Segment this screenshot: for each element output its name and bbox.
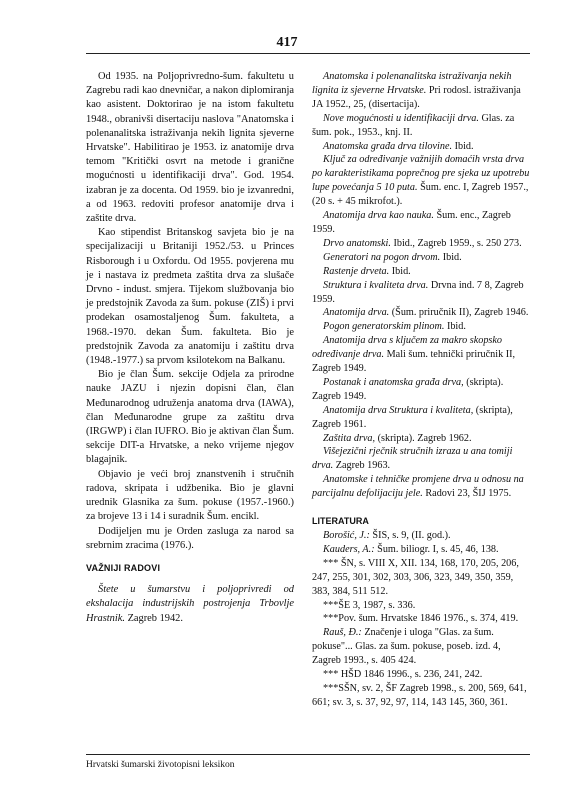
work-details: Glas. za šum. pok., 1953., knj. II. [312,112,515,138]
work-details: Pri rodosl. istraživanja JA 1952., 25, (disertacija). [312,84,521,110]
work-entry [312,473,532,501]
work-entry [312,70,532,112]
work-details: Šum. enc. I, Zagreb 1957., (20 s. + 45 mikrofot.). [312,182,529,208]
work-title: Višejezični rječnik stručnih izraza u ana tomiji drva. [312,446,513,472]
biography-paragraph: Dodijeljen mu je Orden zasluga za narod sa srebrnim zracima (1976.). [86,525,294,551]
work-title: Anatomske i tehničke promjene drva u odnosu na parcijalnu defolijaciju jele. [312,474,524,500]
page-number: 417 [276,35,298,50]
work-title: Ključ za određivanje važnijih domaćih vrsta drva po karakteristikama poprečnog pre sjeka uz upotrebu lupe povećanja 5 10 puta. [312,154,530,194]
footer-text: Hrvatski šumarski životopisni leksikon [86,760,235,770]
right-column [312,70,532,710]
work-title: Generatori na pogon drvom. [323,251,441,263]
literature-details: Značenje i uloga "Glas. za šum. pokuse"... Glas. za šum. pokuse, poseb. izd. 4, Zagreb 1993., s. 405 424. [312,627,501,667]
work-entry [312,237,532,251]
literature-entry [312,543,532,557]
work-title: Postanak i anatomska građa drva, [323,376,464,388]
literature-details: ŠIS, s. 9, (II. god.). [369,530,451,541]
literature-entry [312,529,532,543]
biography-paragraph: Objavio je veći broj znanstvenih i stručnih radova, skripata i udžbenika. Bio je glavni urednik Glasnika za šum. pokuse (1957.-1960.) za brojeve 13 i 14 i suradnik Šum. encikl. [86,468,294,523]
literature-list [312,529,532,710]
biography-paragraph: Kao stipendist Britanskog savjeta bio je na specijalizaciji u Britaniji 1952./53. u Princes Risborough i u Oxfordu. Od 1955. povjerena mu je i nastava iz predmeta zaštita drva za slušače Drvno - indust. smjera. Tijekom službovanja bio je predstojnik Zavoda za šum. pokuse (ZIŠ) i prvi prodekan osamostaljenog Šum. fakulteta, a 1968.-1970. dekan Šum. fakulteta. Bio je predstojnik Zavoda za anatomiju i zaštitu drva (1948.-1977.) sa prvom ksilotekom na Balkanu. [86,227,294,367]
literature-heading: LITERATURA [312,516,369,527]
work-details: Ibid. [444,321,466,333]
work-details: (skripta). Zagreb 1949. [312,376,504,402]
work-entry [312,251,532,265]
work-details: Ibid. [389,265,411,277]
work-entry [312,445,532,473]
literature-details: ***Pov. šum. Hrvatske 1846 1976., s. 374, 419. [323,613,519,625]
work-entry [312,334,532,376]
work-title: Anatomska i polenanalitska istraživanja nekih lignita iz sjeverne Hrvatske. [312,71,512,96]
work-title: Anatomija drva kao nauka. [323,210,434,222]
work-title: Anatomija drva Struktura i kvaliteta, [323,404,474,416]
literature-entry [312,682,532,710]
work-title: Zaštita drva, [323,432,376,444]
work-entry [312,153,532,209]
works-list [312,70,532,501]
work-title: Pogon generatorskim plinom. [323,321,445,333]
works-heading: VAŽNIJI RADOVI [86,562,161,573]
work-title: Štete u šumarstvu i poljoprivredi od ekshalacija industrijskih postrojenja Trbovlje Hrastnik. [86,584,294,624]
work-entry [312,376,532,404]
literature-entry [312,668,532,682]
literature-author: Borošić, J.: [323,530,370,541]
literature-details: *** HŠD 1846 1996., s. 236, 241, 242. [323,669,483,681]
work-title: Struktura i kvaliteta drva. [323,279,429,291]
literature-entry [312,626,532,668]
work-details: Ibid., Zagreb 1959., s. 250 273. [390,237,522,249]
work-details: Radovi 23, ŠIJ 1975. [422,488,512,500]
literature-entry [312,557,532,599]
work-entry [312,140,532,154]
work-details: Ibid. [452,140,474,152]
biography-paragraph: Bio je član Šum. sekcije Odjela za prirodne nauke JAZU i njezin dopisni član, član Međunarodnog udruženja anatoma drva (IAWA), član Međunarodne grupe za zaštitu drva (IRGWP) i član IUFRO. Bio je aktivan član Šum. sekcije DIT-a Hrvatske, a neko vrijeme njegov blagajnik. [86,369,294,466]
work-details: (skripta), Zagreb 1961. [312,404,513,430]
work-entry [86,583,294,626]
literature-details: *** ŠN, s. VIII X, XII. 134, 168, 170, 205, 206, 247, 255, 301, 302, 303, 306, 323, 349, 350, 359, 383, 384, 511 512. [312,557,519,597]
literature-details: ***SŠN, sv. 2, ŠF Zagreb 1998., s. 200, 569, 641, 661; sv. 3, s. 37, 92, 97, 114, 143 145, 360, 361. [312,682,527,708]
literature-details: Šum. biliogr. I, s. 45, 46, 138. [374,543,499,555]
work-title: Nove mogućnosti u identifikaciji drva. [323,112,479,124]
work-entry [312,320,532,334]
literature-author: Rauš, Đ.: [323,627,362,639]
biography-paragraph: Od 1935. na Poljoprivredno-šum. fakultetu u Zagrebu radi kao dnevničar, a nakon diplomiranja kao asistent. Doktorirao je na istom fakultetu 1948., obranivši disertaciju naslova "Anatomska i polenanalitska istraživanja nekih lignita sjeverne Hrvatske". Habilitirao je 1953. iz anatomije drva temom "Kritički osvrt na metode i granične mogućnosti u identifikaciji drva". God. 1954. izabran je za docenta. Od 1959. bio je izvanredni, a od 1963. redoviti profesor anatomije drva i zaštite drva. [86,71,294,225]
work-details: Drvna ind. 7 8, Zagreb 1959. [312,279,524,305]
work-title: Anatomska građa drva tilovine. [323,140,453,152]
work-entry [312,432,532,446]
literature-author: Kauders, A.: [323,543,375,555]
work-details: (skripta). Zagreb 1962. [375,432,472,444]
work-title: Drvo anatomski. [323,237,391,249]
work-entry [312,306,532,320]
work-entry [312,279,532,307]
work-details: Zagreb 1942. [124,612,183,624]
footer-rule [86,754,530,755]
work-details: Ibid. [440,251,462,263]
work-title: Anatomija drva. [323,307,390,319]
work-entry [312,404,532,432]
work-details: Šum. enc., Zagreb 1959. [312,210,511,235]
work-details: Zagreb 1963. [333,460,391,472]
work-entry [312,209,532,237]
work-entry [312,112,532,140]
literature-details: ***ŠE 3, 1987, s. 336. [323,599,416,611]
literature-entry [312,599,532,613]
left-column [86,70,294,626]
work-title: Rastenje drveta. [323,265,390,277]
header-rule [86,53,530,54]
work-details: (Šum. priručnik II), Zagreb 1946. [389,307,529,319]
work-details: Mali šum. tehnički priručnik II, Zagreb 1949. [312,349,516,375]
work-entry [312,265,532,279]
work-title: Anatomija drva s ključem za makro skopsko određivanje drva. [312,335,503,361]
literature-entry [312,612,532,626]
